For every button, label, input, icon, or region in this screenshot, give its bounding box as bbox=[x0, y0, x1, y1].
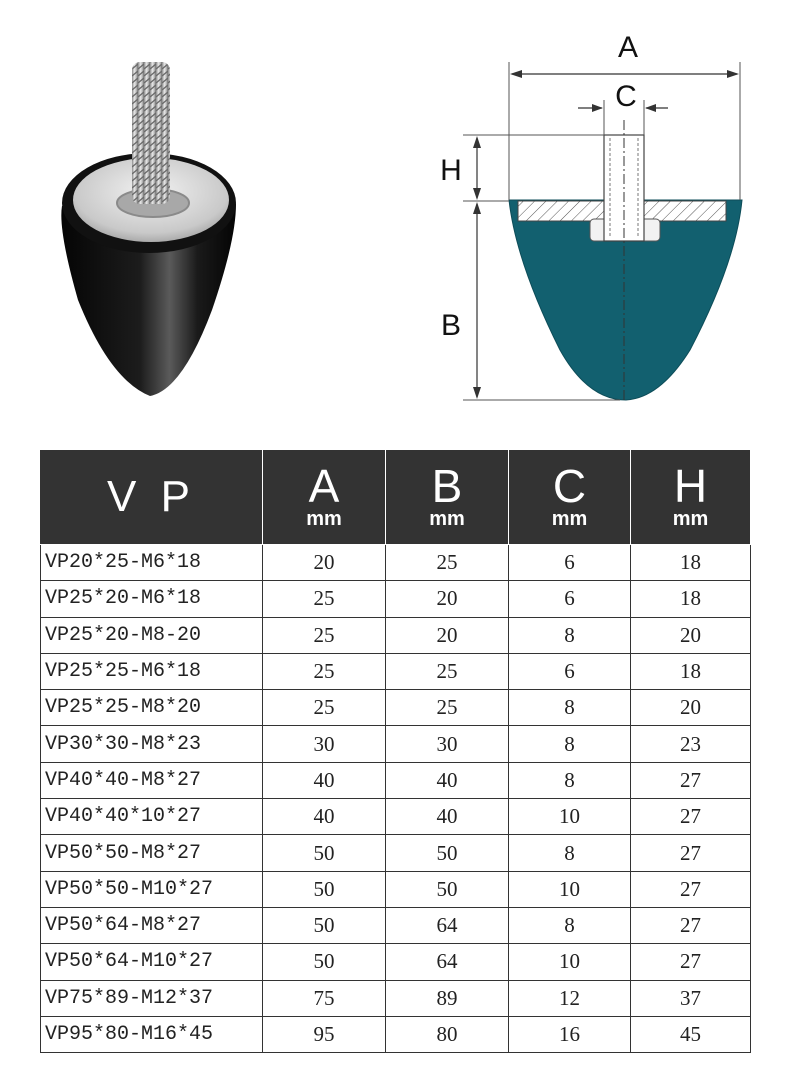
header-h: H mm bbox=[631, 450, 751, 545]
cell-value: 16 bbox=[509, 1016, 631, 1052]
table-row bbox=[41, 545, 751, 581]
cell-value: 18 bbox=[631, 545, 751, 581]
cell-model: VP25*20-M8-20 bbox=[41, 617, 263, 653]
table-row bbox=[41, 799, 751, 835]
spec-table bbox=[40, 449, 751, 1053]
cell-value: 89 bbox=[386, 980, 509, 1016]
table-row bbox=[41, 581, 751, 617]
cell-value: 18 bbox=[631, 581, 751, 617]
header-a: A mm bbox=[263, 450, 386, 545]
cell-value: 8 bbox=[509, 762, 631, 798]
cell-value: 8 bbox=[509, 726, 631, 762]
cell-model: VP25*25-M8*20 bbox=[41, 690, 263, 726]
table-row bbox=[41, 835, 751, 871]
cell-value: 10 bbox=[509, 799, 631, 835]
cell-value: 27 bbox=[631, 907, 751, 943]
cell-model: VP50*50-M10*27 bbox=[41, 871, 263, 907]
cell-model: VP25*25-M6*18 bbox=[41, 653, 263, 689]
cell-value: 8 bbox=[509, 617, 631, 653]
cell-value: 10 bbox=[509, 944, 631, 980]
threaded-stud bbox=[132, 62, 170, 204]
table-row bbox=[41, 980, 751, 1016]
cell-model: VP50*50-M8*27 bbox=[41, 835, 263, 871]
table-row bbox=[41, 762, 751, 798]
cell-value: 27 bbox=[631, 762, 751, 798]
cell-value: 20 bbox=[386, 617, 509, 653]
cell-value: 6 bbox=[509, 545, 631, 581]
table-row bbox=[41, 690, 751, 726]
cell-value: 20 bbox=[263, 545, 386, 581]
cell-value: 12 bbox=[509, 980, 631, 1016]
cell-model: VP95*80-M16*45 bbox=[41, 1016, 263, 1052]
dimension-diagram bbox=[440, 31, 742, 402]
cell-value: 40 bbox=[386, 762, 509, 798]
cell-value: 80 bbox=[386, 1016, 509, 1052]
cell-model: VP30*30-M8*23 bbox=[41, 726, 263, 762]
cell-value: 95 bbox=[263, 1016, 386, 1052]
cell-value: 25 bbox=[263, 581, 386, 617]
cell-value: 25 bbox=[386, 653, 509, 689]
cell-value: 64 bbox=[386, 907, 509, 943]
table-row bbox=[41, 944, 751, 980]
cell-value: 20 bbox=[386, 581, 509, 617]
cell-value: 27 bbox=[631, 944, 751, 980]
cell-value: 37 bbox=[631, 980, 751, 1016]
table-header bbox=[41, 450, 751, 545]
cell-value: 27 bbox=[631, 799, 751, 835]
label-h: H bbox=[440, 154, 462, 187]
cell-value: 50 bbox=[386, 835, 509, 871]
cell-value: 25 bbox=[263, 617, 386, 653]
cell-value: 8 bbox=[509, 835, 631, 871]
table-row bbox=[41, 871, 751, 907]
cell-value: 45 bbox=[631, 1016, 751, 1052]
cell-value: 50 bbox=[263, 907, 386, 943]
table-row bbox=[41, 907, 751, 943]
cell-value: 8 bbox=[509, 907, 631, 943]
cell-value: 18 bbox=[631, 653, 751, 689]
cell-model: VP20*25-M6*18 bbox=[41, 545, 263, 581]
cell-value: 27 bbox=[631, 871, 751, 907]
cell-value: 40 bbox=[263, 799, 386, 835]
cell-value: 23 bbox=[631, 726, 751, 762]
table-row bbox=[41, 653, 751, 689]
cell-value: 27 bbox=[631, 835, 751, 871]
label-c: C bbox=[615, 80, 637, 113]
header-b: B mm bbox=[386, 450, 509, 545]
product-illustration bbox=[0, 0, 790, 440]
cell-model: VP40*40*10*27 bbox=[41, 799, 263, 835]
rubber-mount-photo bbox=[61, 62, 236, 396]
label-b: B bbox=[440, 309, 462, 342]
cell-value: 20 bbox=[631, 617, 751, 653]
cell-value: 25 bbox=[263, 690, 386, 726]
cell-value: 50 bbox=[263, 871, 386, 907]
cell-value: 64 bbox=[386, 944, 509, 980]
cell-value: 6 bbox=[509, 581, 631, 617]
cell-value: 10 bbox=[509, 871, 631, 907]
cell-value: 40 bbox=[386, 799, 509, 835]
cell-value: 25 bbox=[386, 545, 509, 581]
table-row bbox=[41, 726, 751, 762]
cell-model: VP75*89-M12*37 bbox=[41, 980, 263, 1016]
cell-value: 30 bbox=[386, 726, 509, 762]
cell-model: VP50*64-M8*27 bbox=[41, 907, 263, 943]
table-body bbox=[41, 545, 751, 1053]
header-vp: V P bbox=[41, 450, 263, 545]
cell-model: VP50*64-M10*27 bbox=[41, 944, 263, 980]
cell-value: 50 bbox=[263, 835, 386, 871]
cell-value: 8 bbox=[509, 690, 631, 726]
cell-value: 40 bbox=[263, 762, 386, 798]
label-a: A bbox=[617, 31, 639, 64]
cell-value: 25 bbox=[386, 690, 509, 726]
cell-model: VP40*40-M8*27 bbox=[41, 762, 263, 798]
table-row bbox=[41, 617, 751, 653]
cell-value: 20 bbox=[631, 690, 751, 726]
cell-value: 25 bbox=[263, 653, 386, 689]
table-row bbox=[41, 1016, 751, 1052]
cell-value: 6 bbox=[509, 653, 631, 689]
header-c: C mm bbox=[509, 450, 631, 545]
cell-value: 50 bbox=[263, 944, 386, 980]
cell-value: 75 bbox=[263, 980, 386, 1016]
cell-model: VP25*20-M6*18 bbox=[41, 581, 263, 617]
cell-value: 30 bbox=[263, 726, 386, 762]
cell-value: 50 bbox=[386, 871, 509, 907]
